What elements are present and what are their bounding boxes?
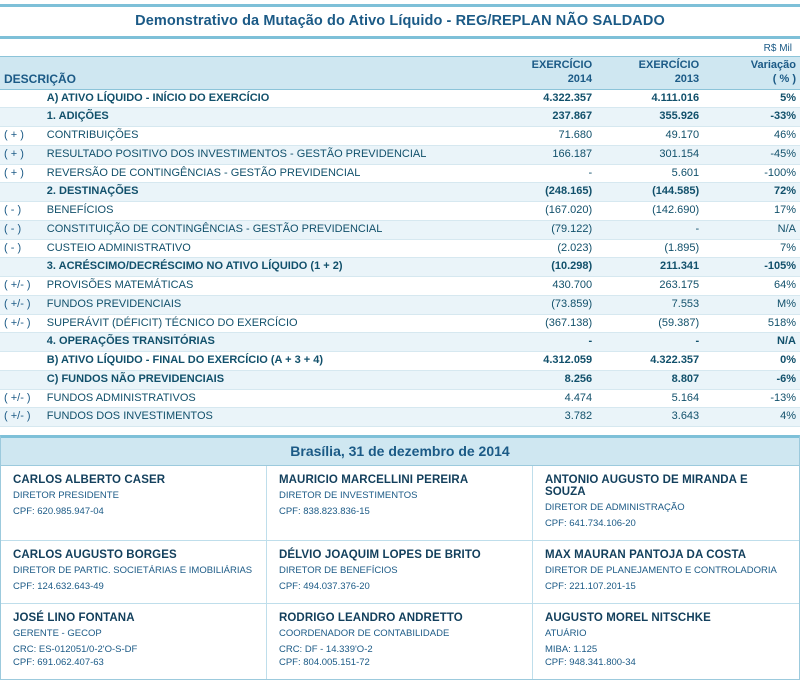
signature-role: DIRETOR DE INVESTIMENTOS	[278, 490, 418, 501]
row-value-2014: 8.256	[489, 370, 596, 389]
row-value-2013: 4.111.016	[596, 89, 703, 108]
row-value-2014: 237.867	[489, 108, 596, 127]
signature-name: CARLOS AUGUSTO BORGES	[13, 549, 177, 561]
row-value-2013: 7.553	[596, 295, 703, 314]
row-value-2014: 4.474	[489, 389, 596, 408]
row-variation: -100%	[703, 164, 800, 183]
signature-role: DIRETOR DE BENEFÍCIOS	[278, 565, 398, 576]
row-variation: -45%	[703, 145, 800, 164]
row-description: REVERSÃO DE CONTINGÊNCIAS - GESTÃO PREVIDENCIAL	[43, 164, 489, 183]
signature-role: DIRETOR DE ADMINISTRAÇÃO	[544, 502, 685, 513]
row-sign	[0, 352, 43, 371]
report-title-bar	[0, 4, 800, 39]
signatures-place-date: Brasília, 31 de dezembro de 2014	[1, 438, 799, 466]
signature-cell	[533, 466, 799, 540]
row-variation: 64%	[703, 277, 800, 296]
row-sign: ( +/- )	[0, 295, 43, 314]
row-value-2013: 211.341	[596, 258, 703, 277]
row-description: 2. DESTINAÇÕES	[43, 183, 489, 202]
signature-id-primary: CPF: 494.037.376-20	[278, 581, 370, 592]
column-header-variacao	[703, 57, 800, 90]
table-row	[0, 314, 800, 333]
row-variation: 0%	[703, 352, 800, 371]
signature-id-primary: CPF: 641.734.106-20	[544, 518, 636, 529]
signature-name: CARLOS ALBERTO CASER	[13, 474, 166, 486]
signature-role: DIRETOR PRESIDENTE	[13, 490, 119, 501]
row-sign: ( +/- )	[0, 277, 43, 296]
table-row	[0, 333, 800, 352]
signature-name: JOSÉ LINO FONTANA	[13, 612, 135, 624]
mutacao-ativo-liquido-table	[0, 56, 800, 427]
row-description: CUSTEIO ADMINISTRATIVO	[43, 239, 489, 258]
row-value-2014: -	[489, 333, 596, 352]
row-sign	[0, 258, 43, 277]
table-row	[0, 258, 800, 277]
signature-cell	[267, 541, 533, 603]
row-variation: N/A	[703, 220, 800, 239]
page-title: Demonstrativo da Mutação do Ativo Líquido - REG/REPLAN NÃO SALDADO	[135, 13, 665, 29]
row-sign	[0, 183, 43, 202]
signature-cell	[533, 541, 799, 603]
signature-id-primary: CPF: 221.107.201-15	[544, 581, 636, 592]
row-description: 4. OPERAÇÕES TRANSITÓRIAS	[43, 333, 489, 352]
signature-name: RODRIGO LEANDRO ANDRETTO	[278, 612, 463, 624]
signature-cell	[1, 541, 267, 603]
row-description: RESULTADO POSITIVO DOS INVESTIMENTOS - GESTÃO PREVIDENCIAL	[43, 145, 489, 164]
row-value-2014: (167.020)	[489, 202, 596, 221]
column-header-exercicio-2014-line2: 2014	[567, 72, 593, 85]
table-header-row	[0, 57, 800, 90]
row-sign: ( - )	[0, 239, 43, 258]
table-row	[0, 127, 800, 146]
signature-name: MAURICIO MARCELLINI PEREIRA	[278, 474, 469, 486]
row-value-2014: 430.700	[489, 277, 596, 296]
row-value-2014: 71.680	[489, 127, 596, 146]
row-description: B) ATIVO LÍQUIDO - FINAL DO EXERCÍCIO (A + 3 + 4)	[43, 352, 489, 371]
table-row	[0, 202, 800, 221]
row-variation: 17%	[703, 202, 800, 221]
column-header-exercicio-2013-line2: 2013	[674, 72, 700, 85]
signature-id-secondary: CPF: 948.341.800-34	[544, 657, 636, 668]
row-value-2014: (248.165)	[489, 183, 596, 202]
table-row	[0, 183, 800, 202]
row-description: CONTRIBUIÇÕES	[43, 127, 489, 146]
row-value-2013: (1.895)	[596, 239, 703, 258]
row-description: 3. ACRÉSCIMO/DECRÉSCIMO NO ATIVO LÍQUIDO (1 + 2)	[43, 258, 489, 277]
signature-name: AUGUSTO MOREL NITSCHKE	[544, 612, 711, 624]
row-value-2014: 4.312.059	[489, 352, 596, 371]
row-value-2013: -	[596, 333, 703, 352]
row-sign: ( +/- )	[0, 314, 43, 333]
column-header-variacao-line2: ( % )	[772, 72, 796, 85]
signature-row	[1, 466, 799, 541]
row-value-2013: -	[596, 220, 703, 239]
row-sign: ( + )	[0, 164, 43, 183]
row-value-2013: 49.170	[596, 127, 703, 146]
column-header-exercicio-2014	[489, 57, 596, 90]
column-header-exercicio-2013-line1: EXERCÍCIO	[638, 59, 700, 71]
table-row	[0, 370, 800, 389]
row-value-2013: (142.690)	[596, 202, 703, 221]
row-description: SUPERÁVIT (DÉFICIT) TÉCNICO DO EXERCÍCIO	[43, 314, 489, 333]
signature-id-primary: CPF: 838.823.836-15	[278, 506, 370, 517]
signature-name: DÉLVIO JOAQUIM LOPES DE BRITO	[278, 549, 481, 561]
signature-id-primary: CRC: ES-012051/0-2'O-S-DF	[13, 644, 138, 655]
signature-row	[1, 604, 799, 679]
row-description: C) FUNDOS NÃO PREVIDENCIAIS	[43, 370, 489, 389]
table-row	[0, 295, 800, 314]
table-row	[0, 277, 800, 296]
row-sign: ( + )	[0, 145, 43, 164]
table-row	[0, 389, 800, 408]
table-row	[0, 239, 800, 258]
signature-row	[1, 541, 799, 604]
row-description: PROVISÕES MATEMÁTICAS	[43, 277, 489, 296]
row-value-2013: (59.387)	[596, 314, 703, 333]
row-variation: -6%	[703, 370, 800, 389]
row-value-2013: 8.807	[596, 370, 703, 389]
row-sign	[0, 108, 43, 127]
row-value-2013: 4.322.357	[596, 352, 703, 371]
row-sign	[0, 89, 43, 108]
row-variation: N/A	[703, 333, 800, 352]
signature-role: DIRETOR DE PLANEJAMENTO E CONTROLADORIA	[544, 565, 777, 576]
table-row	[0, 408, 800, 427]
row-variation: -33%	[703, 108, 800, 127]
signature-role: DIRETOR DE PARTIC. SOCIETÁRIAS E IMOBILIÁRIAS	[13, 565, 253, 576]
signature-role: GERENTE - GECOP	[13, 628, 102, 639]
row-sign: ( - )	[0, 220, 43, 239]
row-variation: 72%	[703, 183, 800, 202]
column-header-exercicio-2014-line1: EXERCÍCIO	[531, 59, 593, 71]
signature-cell	[1, 466, 267, 540]
column-header-description: DESCRIÇÃO	[0, 57, 489, 90]
table-row	[0, 145, 800, 164]
row-description: CONSTITUIÇÃO DE CONTINGÊNCIAS - GESTÃO PREVIDENCIAL	[43, 220, 489, 239]
currency-units-label: R$ Mil	[763, 43, 792, 54]
row-value-2014: (367.138)	[489, 314, 596, 333]
table-row	[0, 164, 800, 183]
column-header-variacao-line1: Variação	[750, 59, 796, 71]
row-value-2014: -	[489, 164, 596, 183]
row-value-2013: 263.175	[596, 277, 703, 296]
row-value-2013: (144.585)	[596, 183, 703, 202]
row-sign	[0, 333, 43, 352]
signature-cell	[267, 466, 533, 540]
row-value-2013: 5.164	[596, 389, 703, 408]
row-description: FUNDOS PREVIDENCIAIS	[43, 295, 489, 314]
row-variation: 4%	[703, 408, 800, 427]
row-value-2013: 5.601	[596, 164, 703, 183]
column-header-exercicio-2013	[596, 57, 703, 90]
table-row	[0, 89, 800, 108]
row-value-2013: 355.926	[596, 108, 703, 127]
row-description: 1. ADIÇÕES	[43, 108, 489, 127]
row-description: BENEFÍCIOS	[43, 202, 489, 221]
signature-id-secondary: CPF: 691.062.407-63	[13, 657, 104, 668]
row-sign: ( +/- )	[0, 408, 43, 427]
signatures-grid	[1, 466, 799, 679]
signature-role: ATUÁRIO	[544, 628, 587, 639]
row-variation: -13%	[703, 389, 800, 408]
signature-cell	[533, 604, 799, 679]
signature-name: ANTONIO AUGUSTO DE MIRANDA E SOUZA	[544, 474, 748, 498]
row-sign: ( - )	[0, 202, 43, 221]
row-value-2014: (79.122)	[489, 220, 596, 239]
signature-id-secondary: CPF: 804.005.151-72	[278, 657, 370, 668]
row-description: FUNDOS DOS INVESTIMENTOS	[43, 408, 489, 427]
row-value-2014: (73.859)	[489, 295, 596, 314]
signature-name: MAX MAURAN PANTOJA DA COSTA	[544, 549, 747, 561]
signature-role: COORDENADOR DE CONTABILIDADE	[278, 628, 450, 639]
row-value-2013: 301.154	[596, 145, 703, 164]
signature-cell	[1, 604, 267, 679]
row-variation: 7%	[703, 239, 800, 258]
row-sign: ( + )	[0, 127, 43, 146]
row-variation: -105%	[703, 258, 800, 277]
table-row	[0, 220, 800, 239]
row-variation: 46%	[703, 127, 800, 146]
signature-cell	[267, 604, 533, 679]
table-header	[0, 57, 800, 90]
row-value-2014: 3.782	[489, 408, 596, 427]
signature-id-primary: CRC: DF - 14.339'O-2	[278, 644, 373, 655]
table-row	[0, 352, 800, 371]
row-value-2013: 3.643	[596, 408, 703, 427]
signature-id-primary: CPF: 124.632.643-49	[13, 581, 104, 592]
row-sign	[0, 370, 43, 389]
row-description: A) ATIVO LÍQUIDO - INÍCIO DO EXERCÍCIO	[43, 89, 489, 108]
row-value-2014: (2.023)	[489, 239, 596, 258]
row-value-2014: 4.322.357	[489, 89, 596, 108]
report-page	[0, 4, 800, 668]
row-value-2014: (10.298)	[489, 258, 596, 277]
table-body	[0, 89, 800, 427]
signatures-block	[0, 435, 800, 680]
row-description: FUNDOS ADMINISTRATIVOS	[43, 389, 489, 408]
row-variation: 518%	[703, 314, 800, 333]
signature-id-primary: MIBA: 1.125	[544, 644, 598, 655]
row-variation: 5%	[703, 89, 800, 108]
signature-id-primary: CPF: 620.985.947-04	[13, 506, 104, 517]
row-variation: M%	[703, 295, 800, 314]
row-sign: ( +/- )	[0, 389, 43, 408]
table-row	[0, 108, 800, 127]
row-value-2014: 166.187	[489, 145, 596, 164]
